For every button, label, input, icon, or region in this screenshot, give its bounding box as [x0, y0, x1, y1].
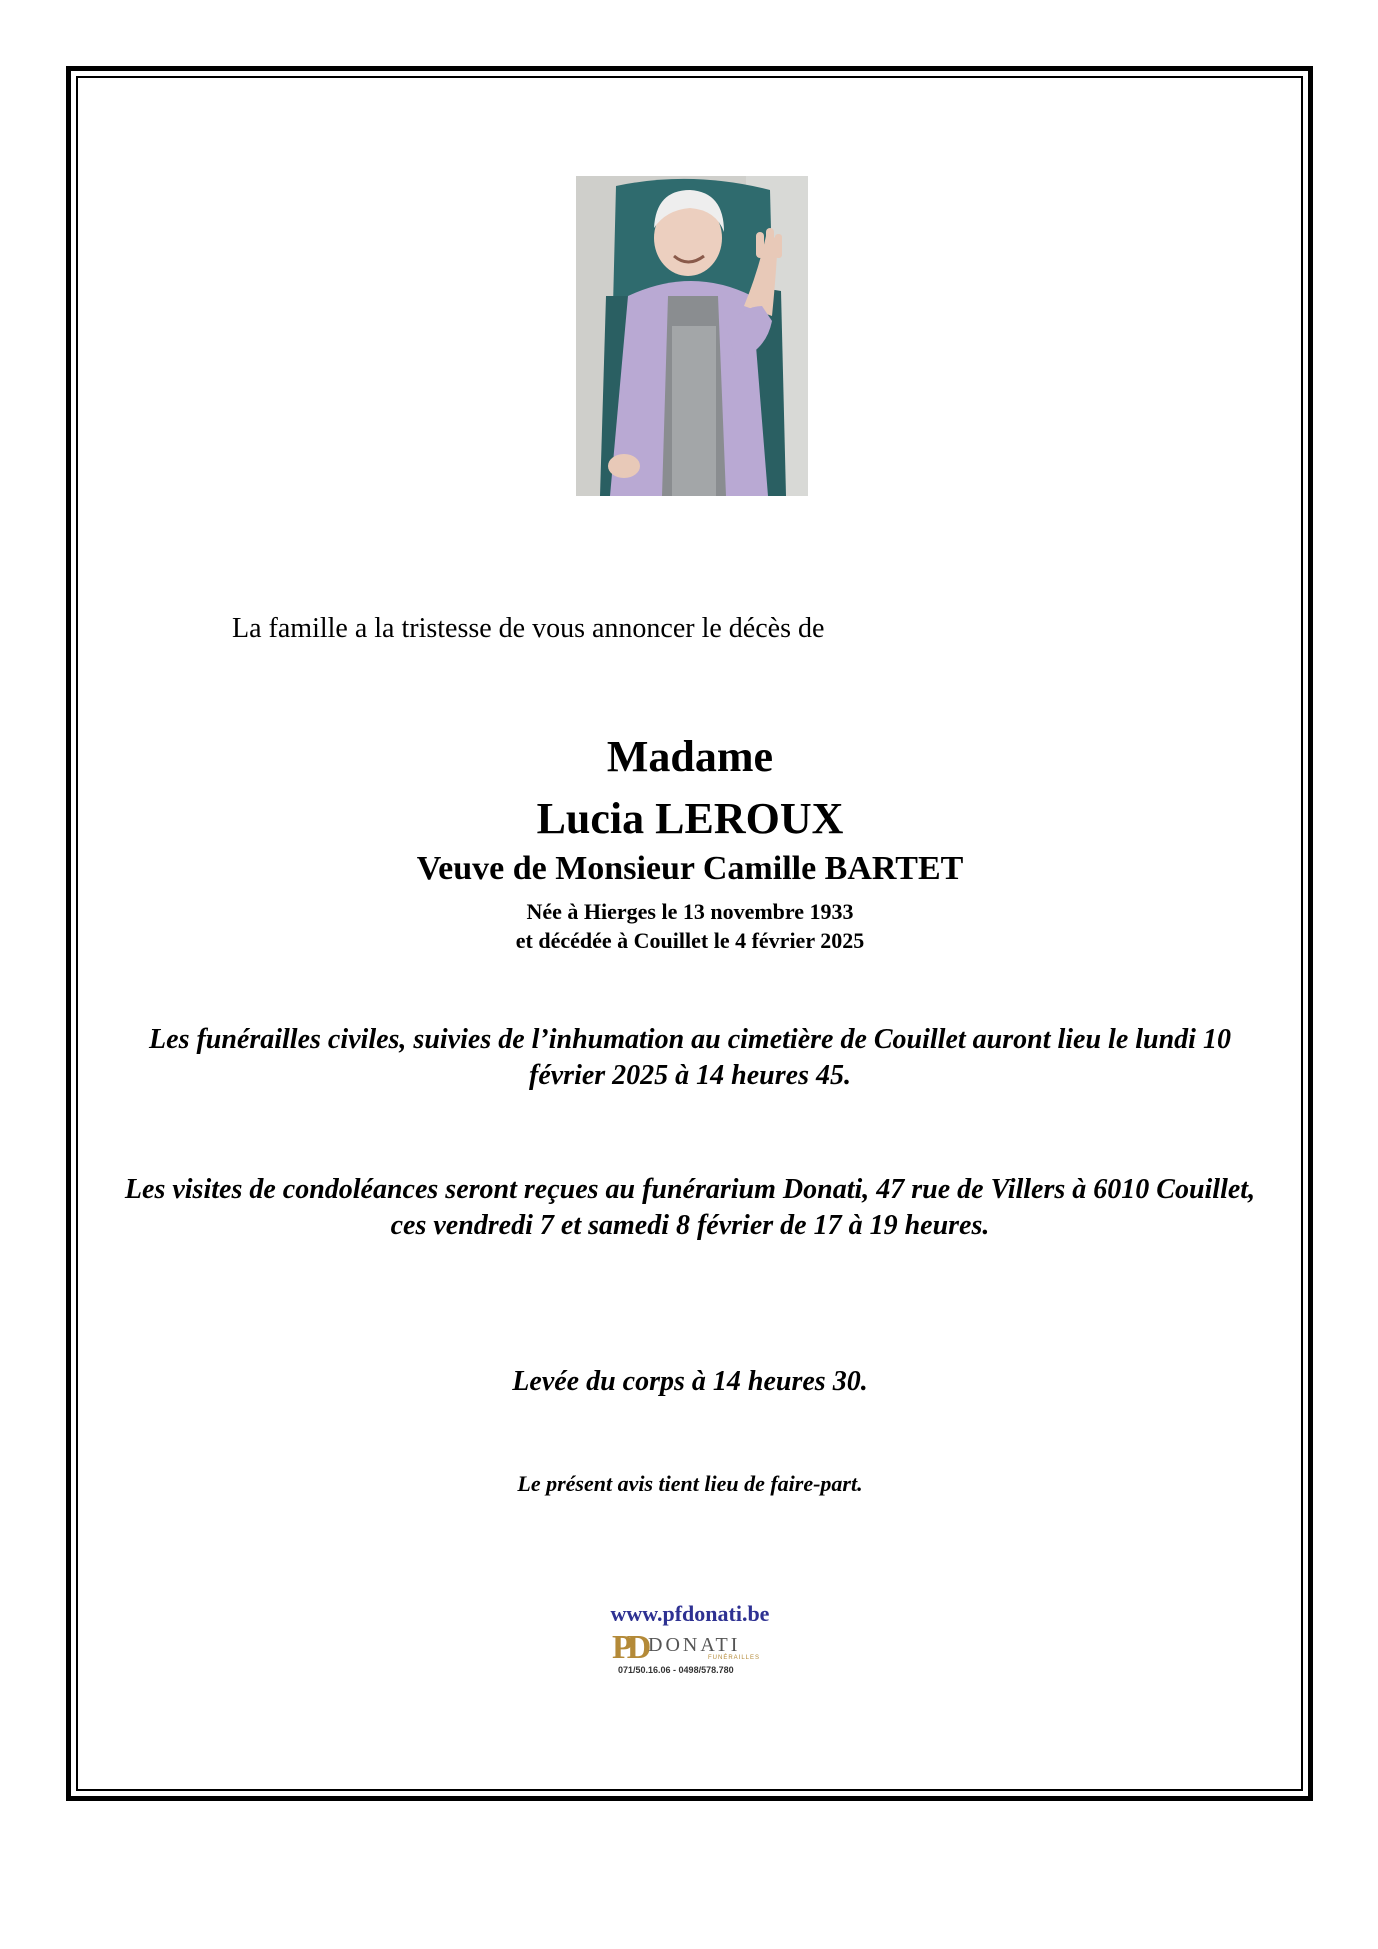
honorific: Madame — [606, 732, 774, 781]
logo-name: DONATI — [648, 1634, 741, 1656]
logo-mark: PD — [612, 1629, 646, 1666]
intro-text: La famille a la tristesse de vous annoncer le décès de — [232, 613, 825, 644]
widow-of: Veuve de Monsieur Camille BARTET — [416, 850, 964, 887]
funeral-paragraph: Les funérailles civiles, suivies de l’inhumation au cimetière de Couillet auront lieu le lundi 10 février 2025 à 14 heures 45. — [149, 1024, 1231, 1091]
website-link[interactable]: www.pfdonati.be — [610, 1601, 770, 1626]
deceased-name: Lucia LEROUX — [536, 794, 844, 843]
birth-info: Née à Hierges le 13 novembre 1933 — [526, 899, 854, 924]
logo-subtitle: FUNÉRAILLES — [708, 1655, 761, 1661]
faire-part-note: Le présent avis tient lieu de faire-part. — [517, 1471, 863, 1496]
visits-paragraph: Les visites de condoléances seront reçues au funérarium Donati, 47 rue de Villers à 6010 Couillet, ces vendredi 7 et samedi 8 février de 17 à 19 heures. — [124, 1174, 1256, 1241]
donati-logo — [606, 1630, 776, 1680]
death-info: et décédée à Couillet le 4 février 2025 — [515, 928, 865, 953]
phone-numbers: 071/50.16.06 - 0498/578.780 — [618, 1665, 734, 1675]
levee-line: Levée du corps à 14 heures 30. — [512, 1366, 868, 1397]
portrait-photo — [576, 176, 808, 496]
